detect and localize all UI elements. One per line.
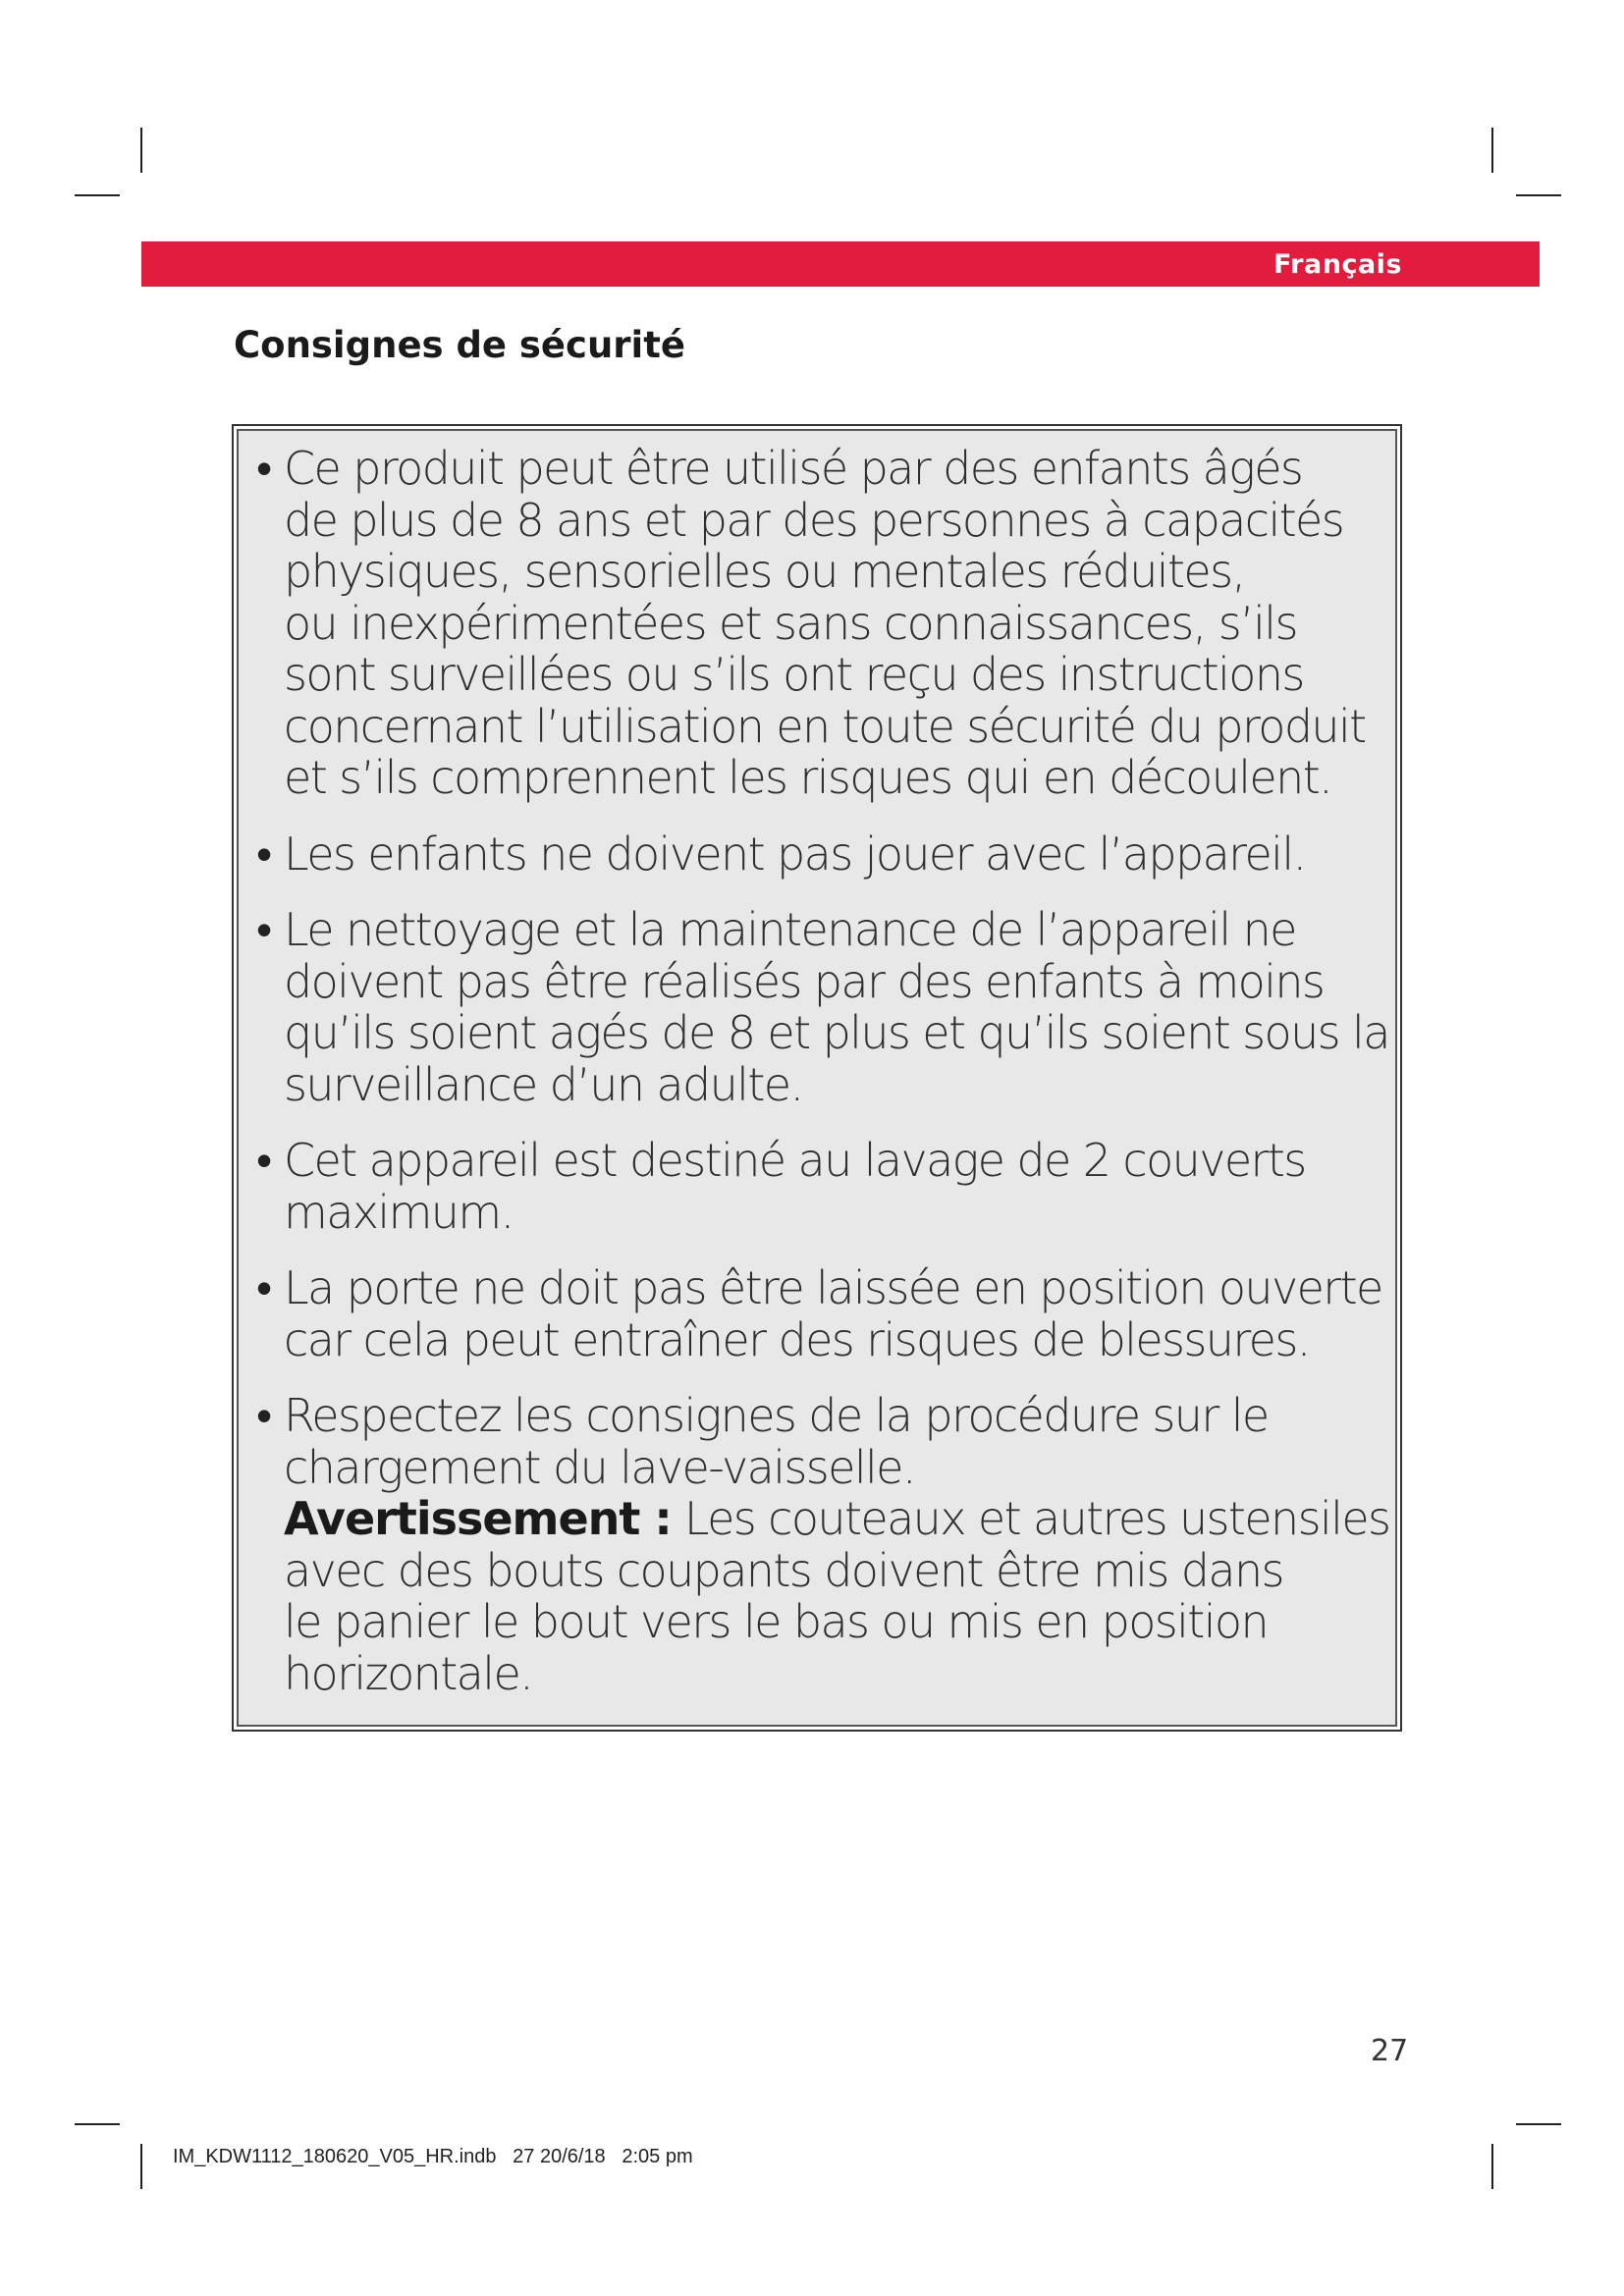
bullet-text-line: concernant l’utilisation en toute sécurité du produit <box>284 699 1366 753</box>
crop-mark <box>1491 128 1493 173</box>
safety-bullet <box>250 828 1383 881</box>
safety-bullet <box>250 903 1389 1111</box>
bullet-icon: • <box>256 903 271 956</box>
warning-text-line: horizontale. <box>284 1646 533 1700</box>
bullet-icon: • <box>256 827 271 881</box>
crop-mark <box>140 2144 142 2189</box>
safety-bullet <box>250 1135 1383 1238</box>
bullet-icon: • <box>256 1134 271 1187</box>
bullet-text-line: Respectez les consignes de la procédure sur le <box>284 1389 1269 1442</box>
bullet-text-line: maximum. <box>284 1185 514 1239</box>
warning-text-line: avec des bouts coupants doivent être mis dans <box>284 1543 1283 1597</box>
bullet-text-line: et s’ils comprennent les risques qui en découlent. <box>284 751 1332 804</box>
crop-mark <box>1491 2144 1493 2189</box>
bullet-text-line: doivent pas être réalisés par des enfants à moins <box>284 954 1325 1008</box>
bullet-text-line: Ce produit peut être utilisé par des enfants âgés <box>284 442 1303 495</box>
bullet-text-line: ou inexpérimentées et sans connaissances, s’ils <box>284 596 1297 650</box>
crop-mark <box>1516 194 1561 196</box>
page-number: 27 <box>1371 2034 1409 2068</box>
safety-bullet <box>250 1389 1390 1700</box>
safety-bullet-list <box>250 442 1390 1700</box>
footer-file-info: IM_KDW1112_180620_V05_HR.indb 27 20/6/18 2:05 pm <box>173 2146 693 2167</box>
safety-bullet <box>250 443 1383 804</box>
crop-mark <box>140 128 142 173</box>
crop-mark <box>75 194 120 196</box>
bullet-text-line: surveillance d’un adulte. <box>284 1057 803 1111</box>
language-label: Français <box>1272 249 1402 280</box>
safety-bullet <box>250 1262 1383 1365</box>
crop-mark <box>75 2123 120 2125</box>
bullet-text-line: de plus de 8 ans et par des personnes à capacités <box>284 493 1344 547</box>
bullet-text-line: Le nettoyage et la maintenance de l’appareil ne <box>284 903 1296 956</box>
safety-instructions-panel <box>237 429 1397 1727</box>
bullet-text-line: chargement du lave-vaisselle. <box>284 1440 915 1494</box>
warning-label: Avertissement : <box>284 1492 672 1545</box>
bullet-text-line: Cet appareil est destiné au lavage de 2 couverts <box>284 1134 1306 1187</box>
language-bar <box>141 241 1540 287</box>
bullet-text-line: sont surveillées ou s’ils ont reçu des instructions <box>284 648 1304 701</box>
bullet-icon: • <box>256 1261 271 1314</box>
bullet-text-line: Les enfants ne doivent pas jouer avec l’appareil. <box>284 827 1306 881</box>
bullet-text-line: qu’ils soient agés de 8 et plus et qu’ils soient sous la <box>284 1006 1389 1059</box>
warning-text-line: le panier le bout vers le bas ou mis en position <box>284 1595 1268 1648</box>
bullet-icon: • <box>256 442 271 495</box>
bullet-text-line: physiques, sensorielles ou mentales réduites, <box>284 545 1245 598</box>
safety-instructions-box <box>232 424 1402 1732</box>
warning-line <box>284 1492 1390 1545</box>
bullet-text-line: La porte ne doit pas être laissée en position ouverte <box>284 1261 1382 1314</box>
bullet-text-line: car cela peut entraîner des risques de blessures. <box>284 1312 1310 1366</box>
section-title: Consignes de sécurité <box>234 324 686 366</box>
bullet-icon: • <box>256 1389 271 1442</box>
warning-text: Les couteaux et autres ustensiles <box>671 1492 1390 1545</box>
crop-mark <box>1516 2123 1561 2125</box>
